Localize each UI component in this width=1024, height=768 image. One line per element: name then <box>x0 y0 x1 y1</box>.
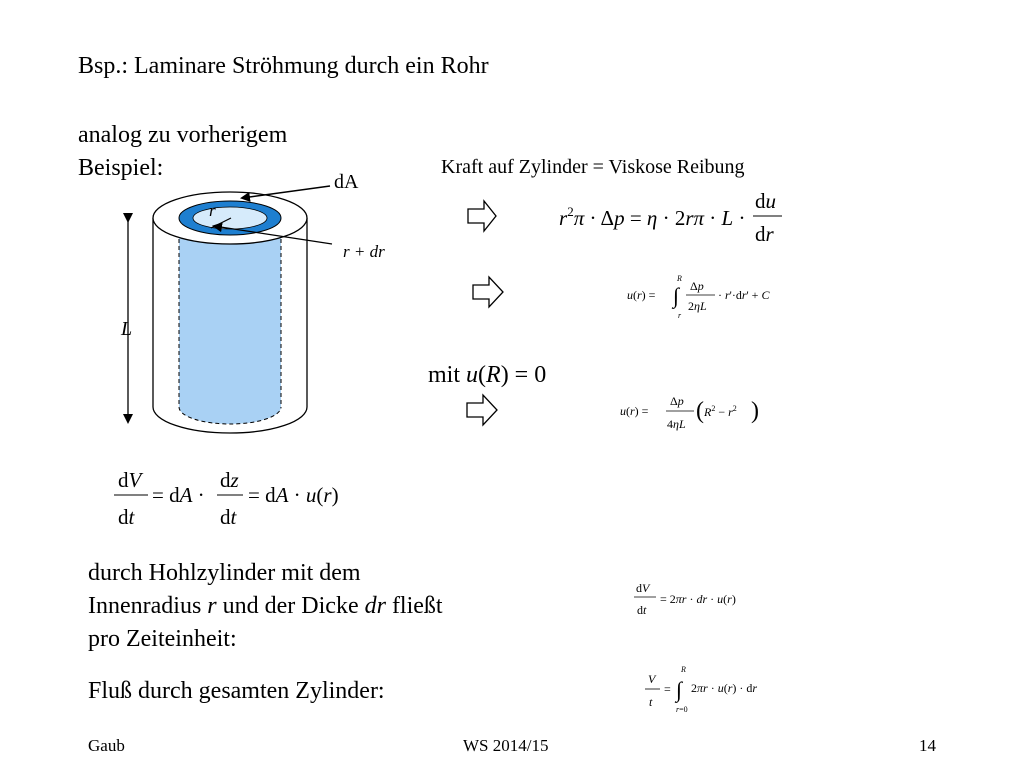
label-r: r <box>209 201 216 220</box>
svg-text:r2π · Δp = η · 2rπ · L ·: $r^2\pi \cdot \Delta p = \eta \cdot 2r\pi \cdot L$ · <box>559 204 746 230</box>
total-flow-text: Fluß durch gesamten Zylinder: <box>88 678 385 704</box>
equation-total-flow <box>645 665 757 714</box>
svg-text:dt: dt <box>118 505 135 529</box>
svg-text:dV: dV <box>636 581 650 595</box>
equation-volume-flow <box>114 468 339 529</box>
label-r-dr: r + dr <box>343 242 385 261</box>
svg-text:dt: dt <box>220 505 237 529</box>
svg-text:Δp: Δp <box>670 394 684 408</box>
svg-text:dr: dr <box>755 222 774 246</box>
svg-text:): ) <box>751 398 759 424</box>
slide-title: Bsp.: Laminare Ströhmung durch ein Rohr <box>78 53 489 79</box>
svg-text:R: R <box>681 665 686 674</box>
svg-text:=: = <box>664 682 671 696</box>
svg-text:R2 − r2: $R^2 - r^2$ <box>704 404 737 419</box>
svg-text:dz: dz <box>220 468 239 492</box>
hollow-line-3: pro Zeiteinheit: <box>88 626 237 652</box>
implies-arrow-1 <box>468 201 496 231</box>
svg-text:t: t <box>649 695 653 709</box>
equation-shell-flow <box>634 581 736 617</box>
svg-text:2πr · u(r) · dr: 2πr · u(r) · dr <box>691 681 758 695</box>
svg-text:u(r) =: u(r) = <box>620 404 649 418</box>
svg-text:r: r <box>678 311 682 320</box>
footer-semester: WS 2014/15 <box>463 736 549 755</box>
svg-text:2ηL: 2ηL <box>688 299 707 313</box>
svg-text:dt: dt <box>637 603 647 617</box>
equation-velocity-integral <box>627 274 770 320</box>
equation-force-balance <box>559 189 782 246</box>
svg-text:· r'·dr' + C: · r'·dr' + C <box>718 288 770 302</box>
svg-text:= 2πr · dr · u(r): = 2πr · dr · u(r) <box>660 592 736 606</box>
svg-text:= dA · u(r): = dA · u(r) <box>248 483 339 507</box>
svg-text:R: R <box>677 274 682 283</box>
arrow-dA <box>242 186 330 198</box>
svg-text:V: V <box>648 672 656 686</box>
implies-arrow-3 <box>467 395 497 425</box>
footer-page-number: 14 <box>919 736 936 755</box>
boundary-condition: mit u(R) = 0 <box>428 362 547 388</box>
svg-text:du: du <box>755 189 776 213</box>
svg-text:∫: ∫ <box>676 677 683 702</box>
intro-line-2: Beispiel: <box>78 155 164 181</box>
svg-text:u(r) =: u(r) = <box>627 288 656 302</box>
label-L: L <box>121 318 133 340</box>
svg-text:∫: ∫ <box>673 283 680 308</box>
implies-arrow-2 <box>473 277 503 307</box>
svg-text:dV: dV <box>118 468 142 492</box>
force-caption: Kraft auf Zylinder = Viskose Reibung <box>441 156 745 178</box>
svg-text:= dA ·: = dA · <box>152 483 205 507</box>
footer-author: Gaub <box>88 736 125 755</box>
inner-cylinder-body <box>179 218 281 424</box>
label-dA: dA <box>334 171 359 193</box>
cylinder-diagram <box>120 171 385 433</box>
svg-text:Δp: Δp <box>690 279 704 293</box>
equation-velocity-profile <box>620 394 759 431</box>
hollow-line-2: Innenradius r und der Dicke dr fließt <box>88 593 443 619</box>
hollow-line-1: durch Hohlzylinder mit dem <box>88 560 361 586</box>
intro-line-1: analog zu vorherigem <box>78 122 288 148</box>
svg-text:r=0: r=0 <box>676 705 688 714</box>
svg-text:(: ( <box>696 398 704 424</box>
svg-text:4ηL: 4ηL <box>667 417 686 431</box>
